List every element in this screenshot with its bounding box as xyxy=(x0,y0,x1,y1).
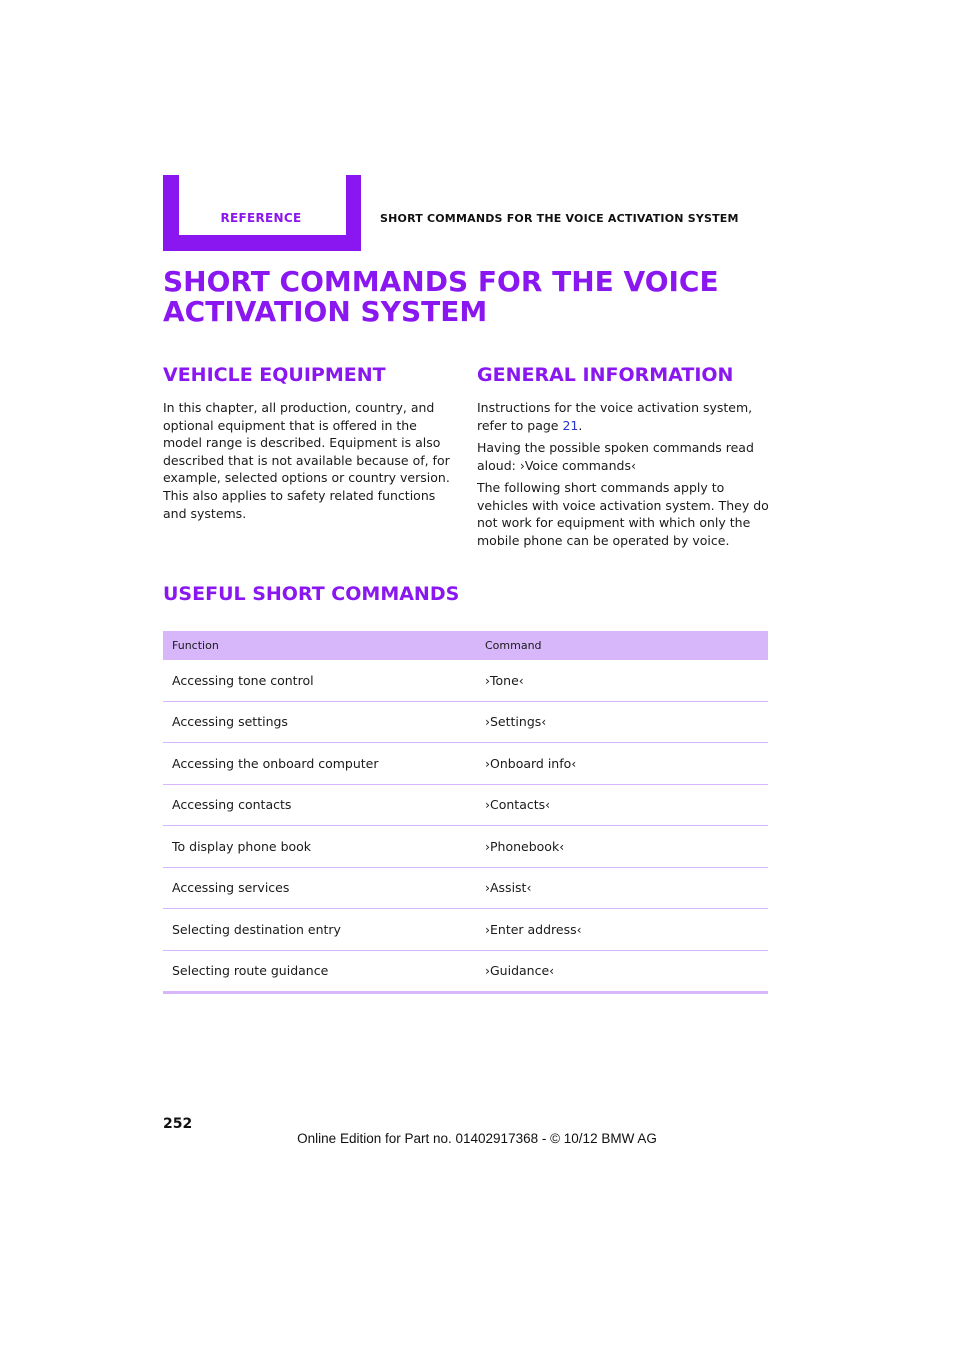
table-row xyxy=(163,950,768,993)
chapter-tab-inner xyxy=(179,175,346,235)
edition-footer: Online Edition for Part no. 01402917368 - © 10/12 BMW AG xyxy=(297,1131,657,1146)
page-number: 252 xyxy=(163,1116,193,1132)
page-title: SHORT COMMANDS FOR THE VOICE ACTIVATION SYSTEM xyxy=(163,265,719,328)
table-row xyxy=(163,867,768,909)
command-cell: ›Settings‹ xyxy=(476,701,768,743)
command-cell: ›Assist‹ xyxy=(476,867,768,909)
general-information-paragraph-2: Having the possible spoken commands read aloud: ›Voice commands‹ xyxy=(477,440,754,473)
vehicle-equipment-heading: VEHICLE EQUIPMENT xyxy=(163,364,386,386)
column-header-function: Function xyxy=(163,631,476,660)
chapter-tab-label[interactable]: REFERENCE xyxy=(220,211,302,225)
paragraph-text: Instructions for the voice activation system, refer to page xyxy=(477,400,753,433)
useful-short-commands-heading: USEFUL SHORT COMMANDS xyxy=(163,583,460,605)
general-information-heading: GENERAL INFORMATION xyxy=(477,364,734,386)
command-cell: ›Guidance‹ xyxy=(476,950,768,993)
command-cell: ›Enter address‹ xyxy=(476,909,768,951)
function-cell: Accessing services xyxy=(163,867,476,909)
column-header-command: Command xyxy=(476,631,768,660)
function-cell: To display phone book xyxy=(163,826,476,868)
command-cell: ›Onboard info‹ xyxy=(476,743,768,785)
function-cell: Accessing the onboard computer xyxy=(163,743,476,785)
general-information-paragraph-1 xyxy=(477,399,769,434)
page-reference-link[interactable]: 21 xyxy=(562,417,579,433)
paragraph-text-end: . xyxy=(578,417,583,433)
table-row xyxy=(163,909,768,951)
table-header-row xyxy=(163,631,768,660)
table-row xyxy=(163,660,768,701)
table-row xyxy=(163,701,768,743)
table-row xyxy=(163,826,768,868)
function-cell: Selecting route guidance xyxy=(163,950,476,993)
function-cell: Selecting destination entry xyxy=(163,909,476,951)
vehicle-equipment-text: In this chapter, all production, country, and optional equipment that is offered in the model range is described. Equipment is also described that is not available because of, for example, selected options or country version. This also applies to safety related functions and systems. xyxy=(163,400,450,521)
table-row xyxy=(163,743,768,785)
short-commands-table xyxy=(163,631,768,994)
function-cell: Accessing contacts xyxy=(163,784,476,826)
command-cell: ›Contacts‹ xyxy=(476,784,768,826)
running-header: SHORT COMMANDS FOR THE VOICE ACTIVATION SYSTEM xyxy=(380,212,739,225)
function-cell: Accessing settings xyxy=(163,701,476,743)
function-cell: Accessing tone control xyxy=(163,660,476,701)
command-cell: ›Phonebook‹ xyxy=(476,826,768,868)
general-information-paragraph-3: The following short commands apply to vehicles with voice activation system. They do not work for equipment with which only the mobile phone can be operated by voice. xyxy=(477,480,769,548)
command-cell: ›Tone‹ xyxy=(476,660,768,701)
table-row xyxy=(163,784,768,826)
